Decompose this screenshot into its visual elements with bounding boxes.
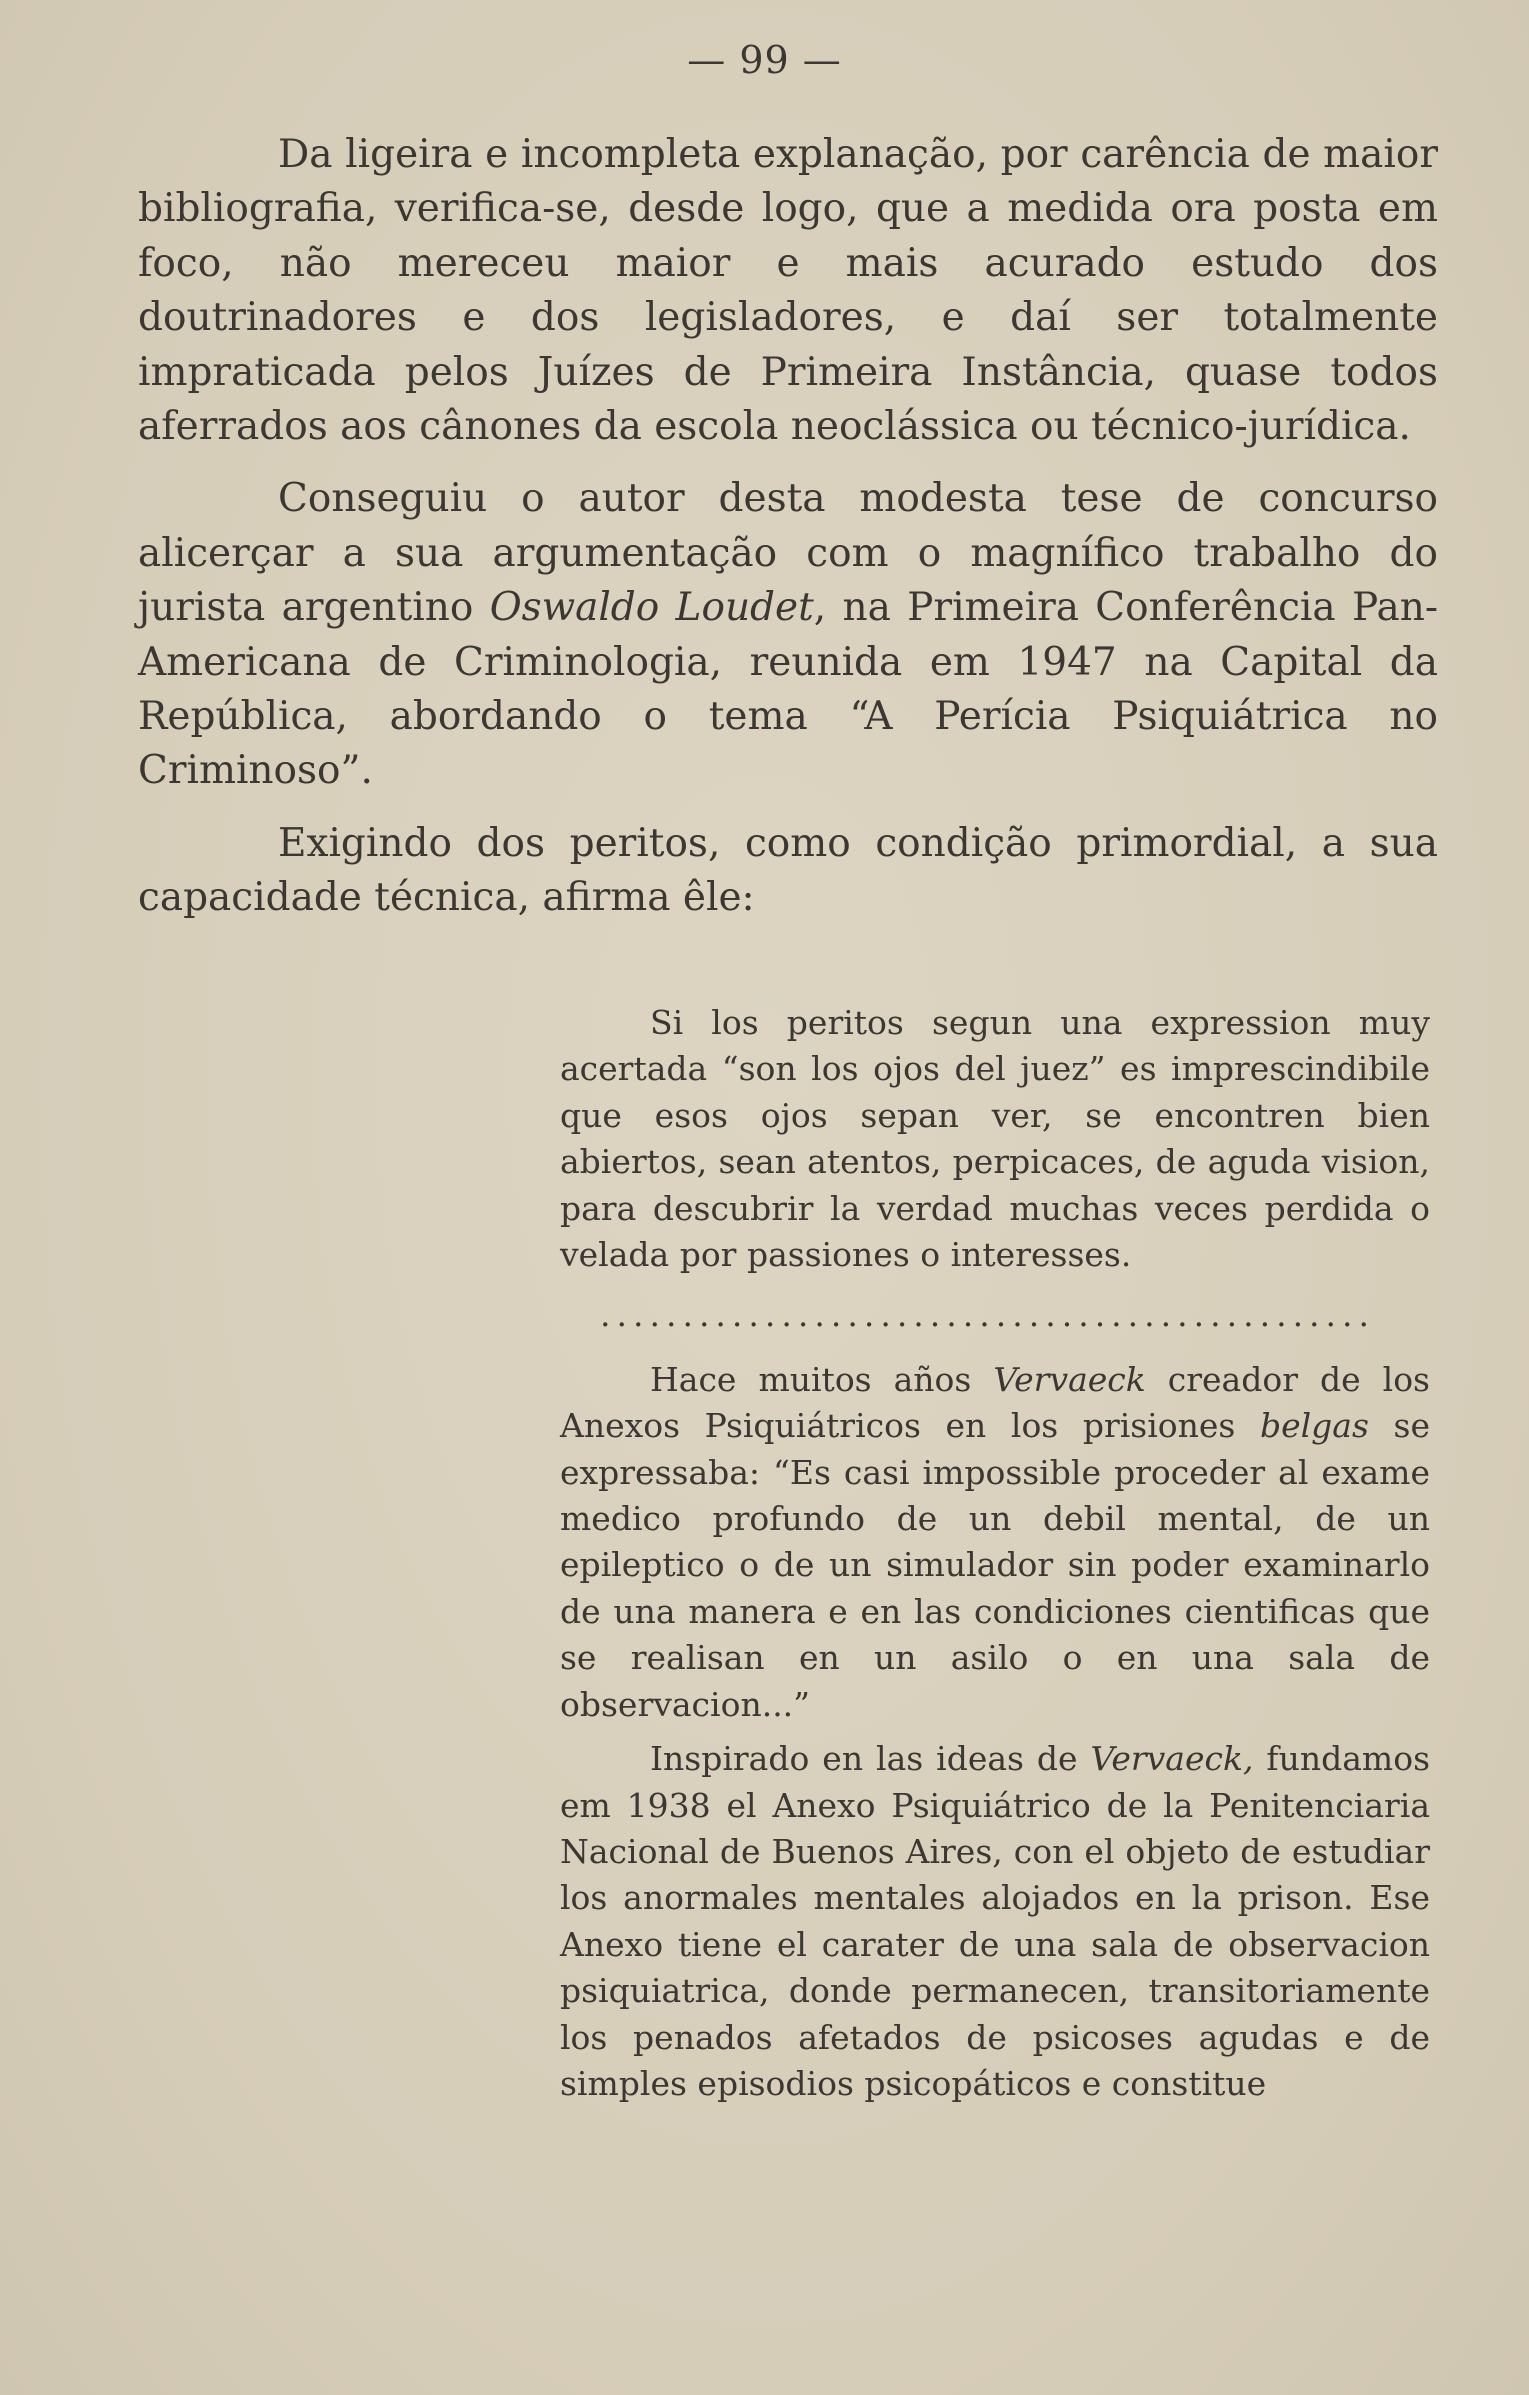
author-name: Oswaldo Loudet [489,585,814,631]
paragraph-2-text-a: Conseguiu o autor desta modesta tese de concurso alicerçar a sua argumentação com o magnífico trabalho do jurista argentino [138,476,1438,631]
block-quote [560,1000,1430,2107]
page-number: — 99 — [687,38,842,82]
paragraph-3: Exigindo dos peritos, como condição primordial, a sua capacidade técnica, afirma êle: [138,820,1438,921]
quote-3-text-a: Inspirado en las ideas de [650,1739,1091,1779]
quote-2-text-a: Hace muitos años [650,1359,994,1399]
quote-2-text-b: creador de los Anexos Psiquiátricos en los prisiones [560,1359,1430,1446]
paragraph-2-text-b: , na Primeira Conferência Pan-Americana de Criminologia, reunida em 1947 na Capital da República, abordando o tema “A Perícia Psiquiátrica no Criminoso”. [138,585,1438,794]
ellipsis-separator: ............................................... [600,1295,1376,1335]
paragraph-2 [138,472,1438,798]
paragraph-1: Da ligeira e incompleta explanação, por carência de maior bibliografia, verifica-se, desde logo, que a medida ora posta em foco, não mereceu maior e mais acurado estudo dos doutrinadores e dos legisladores, e daí ser totalmente impraticada pelos Juízes de Primeira Instância, quase todos aferrados aos cânones da escola neoclássica ou técnico-jurídica. [138,132,1438,450]
quote-2-name: Vervaeck [993,1359,1146,1399]
quote-paragraph-3 [560,1736,1430,2107]
quote-3-text-b: fundamos em 1938 el Anexo Psiquiátrico de la Penitenciaria Nacional de Buenos Aires, con el objeto de estudiar los anormales mentales alojados en la prison. Ese Anexo tiene el carater de una sala de observacion psiquiatrica, donde permanecen, transitoriamente los penados afetados de psicoses agudas e de simples episodios psicopáticos e constitue [560,1739,1430,2103]
main-text [138,128,1438,944]
quote-2-text-c: se expressaba: “Es casi impossible proceder al exame medico profundo de un debil mental, de un epileptico o de un simulador sin poder examinarlo de una manera e en las condiciones cientificas que se realisan en un asilo o en una sala de observacion...” [560,1406,1430,1724]
quote-paragraph-1: Si los peritos segun una expression muy acertada “son los ojos del juez” es imprescindibile que esos ojos sepan ver, se encontren bien abiertos, sean atentos, perpicaces, de aguda vision, para descubrir la verdad muchas veces perdida o velada por passiones o interesses. [560,1003,1430,1275]
quote-3-name: Vervaeck, [1090,1739,1254,1779]
quote-paragraph-2 [560,1357,1430,1728]
quote-2-belgas: belgas [1259,1406,1369,1446]
